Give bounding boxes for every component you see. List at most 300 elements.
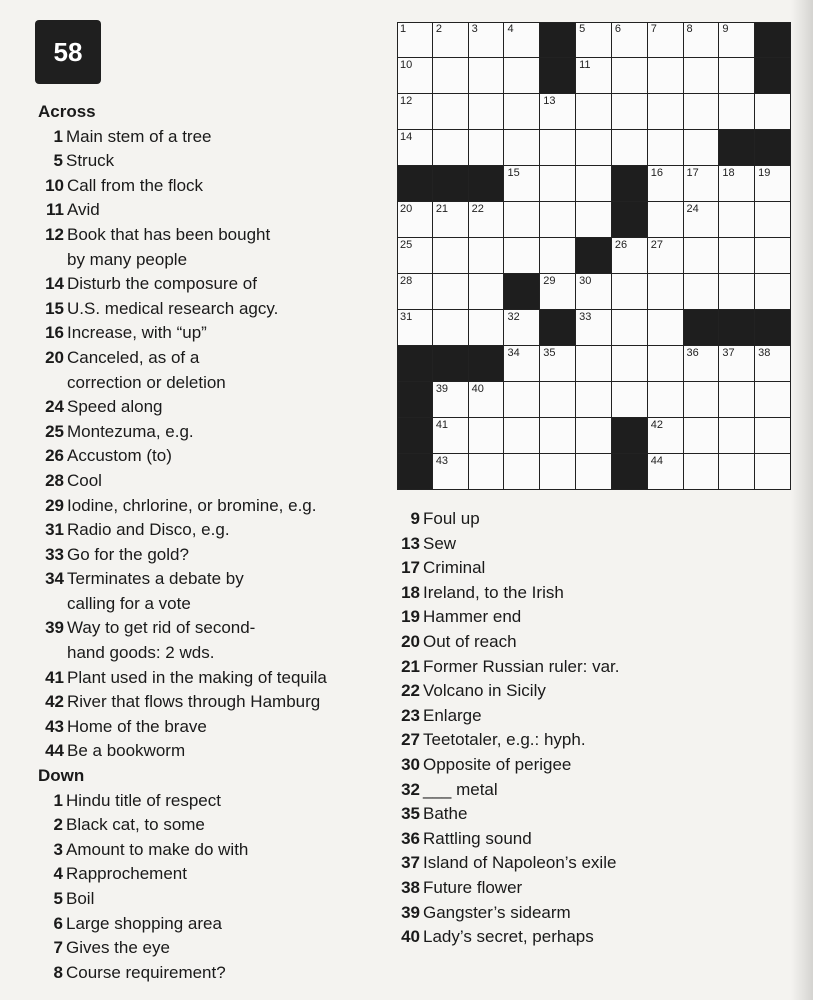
cell-number: 26: [614, 239, 628, 251]
clue-text: [66, 789, 368, 814]
grid-block: [612, 166, 648, 202]
clue-text-line: correction or deletion: [67, 372, 226, 392]
grid-cell[interactable]: [755, 454, 791, 490]
grid-cell[interactable]: [684, 202, 720, 238]
grid-cell[interactable]: [433, 418, 469, 454]
grid-cell[interactable]: [719, 382, 755, 418]
clue-number: 29: [45, 495, 64, 515]
cell-number: 22: [471, 203, 484, 215]
clue-text: [67, 518, 368, 543]
puzzle-number: 58: [53, 36, 83, 67]
grid-cell[interactable]: [397, 94, 433, 130]
grid-cell[interactable]: [433, 274, 469, 310]
clue-number: 19: [401, 607, 420, 627]
grid-cell[interactable]: [469, 382, 505, 418]
grid-cell[interactable]: [433, 202, 469, 238]
grid-cell[interactable]: [576, 166, 612, 202]
grid-cell[interactable]: [540, 202, 576, 238]
grid-cell[interactable]: [612, 130, 648, 166]
clue-text-line: Future flower: [423, 877, 523, 897]
clue-item: [38, 272, 368, 297]
clue-text-line: Avid: [67, 200, 100, 220]
clue-item: [38, 395, 368, 420]
grid-cell[interactable]: [540, 382, 576, 418]
grid-cell[interactable]: [433, 238, 469, 274]
clue-text-line: hand goods: 2 wds.: [67, 643, 215, 663]
cell-number: 4: [507, 23, 514, 35]
clue-text: [423, 532, 793, 557]
cell-number: 32: [507, 311, 520, 323]
clue-text-line: Criminal: [423, 558, 486, 578]
grid-cell[interactable]: [612, 94, 648, 130]
clue-number: 11: [46, 200, 64, 220]
clue-text: [423, 581, 793, 606]
cell-number: 41: [435, 419, 449, 431]
clue-item: [393, 605, 793, 630]
clue-text-line: Rapprochement: [66, 864, 187, 884]
cell-number: 10: [400, 59, 413, 71]
grid-cell[interactable]: [612, 22, 648, 58]
crossword-grid[interactable]: [397, 22, 791, 490]
grid-cell[interactable]: [433, 130, 469, 166]
clue-text: [423, 507, 793, 532]
grid-cell[interactable]: [684, 22, 720, 58]
grid-cell[interactable]: [684, 130, 720, 166]
grid-cell[interactable]: [719, 274, 755, 310]
grid-cell[interactable]: [504, 382, 540, 418]
grid-block: [612, 202, 648, 238]
cell-number: 7: [650, 23, 657, 35]
grid-cell[interactable]: [684, 94, 720, 130]
page-edge-shadow: [791, 0, 813, 1000]
clue-text: [423, 901, 793, 926]
cell-number: 31: [400, 311, 413, 323]
cell-number: 40: [471, 383, 484, 395]
grid-cell[interactable]: [719, 202, 755, 238]
grid-cell[interactable]: [433, 22, 469, 58]
cell-number: 44: [650, 455, 663, 467]
cell-number: 36: [686, 347, 699, 359]
grid-cell[interactable]: [755, 94, 791, 130]
grid-cell[interactable]: [684, 454, 720, 490]
clue-text-line: Struck: [66, 151, 115, 171]
grid-block: [576, 238, 612, 274]
clue-text-line: U.S. medical research agcy.: [67, 298, 279, 318]
clue-text: [423, 655, 793, 680]
grid-cell[interactable]: [755, 166, 791, 202]
clue-text: [423, 753, 793, 778]
clue-text-line: ___ metal: [423, 779, 498, 799]
grid-cell[interactable]: [504, 310, 540, 346]
clue-number: 36: [401, 828, 420, 848]
clue-column-left: [38, 100, 368, 985]
grid-block: [755, 310, 791, 346]
grid-cell[interactable]: [469, 22, 505, 58]
grid-cell[interactable]: [433, 58, 469, 94]
clue-number: 18: [401, 582, 420, 602]
grid-cell[interactable]: [755, 382, 791, 418]
clue-text: [423, 556, 793, 581]
clue-text: [423, 679, 793, 704]
clue-number: 17: [401, 558, 420, 578]
clue-text-line: Former Russian ruler: var.: [423, 656, 620, 676]
cell-number: 35: [543, 347, 556, 359]
clue-number: 22: [401, 681, 420, 701]
clue-item: [38, 838, 368, 863]
grid-block: [755, 58, 791, 94]
clue-text-line: Hindu title of respect: [66, 790, 221, 810]
grid-cell[interactable]: [719, 418, 755, 454]
clue-text: [66, 813, 368, 838]
clue-item: [393, 581, 793, 606]
grid-cell[interactable]: [540, 130, 576, 166]
cell-number: 42: [650, 419, 663, 431]
clue-number: 23: [401, 705, 420, 725]
grid-cell[interactable]: [433, 94, 469, 130]
clue-text: [67, 666, 368, 691]
grid-cell[interactable]: [755, 202, 791, 238]
clue-text: [67, 321, 368, 346]
grid-cell[interactable]: [504, 418, 540, 454]
grid-cell[interactable]: [469, 274, 505, 310]
clue-item: [38, 813, 368, 838]
grid-cell[interactable]: [397, 238, 433, 274]
grid-cell[interactable]: [612, 346, 648, 382]
clue-text: [67, 198, 368, 223]
grid-cell[interactable]: [755, 346, 791, 382]
clue-number: 32: [401, 779, 420, 799]
clue-text-line: Increase, with “up”: [67, 323, 207, 343]
clue-number: 26: [45, 446, 64, 466]
grid-cell[interactable]: [719, 238, 755, 274]
grid-cell[interactable]: [469, 94, 505, 130]
clue-item: [393, 630, 793, 655]
clue-text: [67, 346, 368, 395]
clue-number: 16: [45, 323, 64, 343]
clue-number: 1: [53, 790, 63, 810]
cell-number: 2: [435, 23, 442, 35]
grid-block: [684, 310, 720, 346]
cell-number: 25: [400, 239, 413, 251]
grid-cell[interactable]: [719, 454, 755, 490]
grid-cell[interactable]: [469, 58, 505, 94]
clue-number: 28: [45, 470, 64, 490]
grid-block: [397, 382, 433, 418]
clue-number: 38: [401, 877, 420, 897]
grid-cell[interactable]: [540, 238, 576, 274]
cell-number: 1: [400, 23, 407, 35]
grid-cell[interactable]: [576, 274, 612, 310]
grid-cell[interactable]: [469, 202, 505, 238]
clue-item: [38, 321, 368, 346]
clue-text-line: Sew: [423, 533, 457, 553]
grid-cell[interactable]: [576, 382, 612, 418]
cell-number: 12: [400, 95, 413, 107]
clue-number: 39: [45, 618, 64, 638]
cell-number: 3: [471, 23, 478, 35]
clue-number: 13: [401, 533, 420, 553]
grid-cell[interactable]: [540, 94, 576, 130]
grid-cell[interactable]: [612, 310, 648, 346]
cell-number: 24: [686, 203, 699, 215]
grid-cell[interactable]: [433, 454, 469, 490]
clue-item: [393, 507, 793, 532]
grid-cell[interactable]: [504, 22, 540, 58]
grid-cell[interactable]: [469, 238, 505, 274]
grid-cell[interactable]: [648, 274, 684, 310]
clue-text-line: Cool: [67, 470, 102, 490]
clue-text-line: Black cat, to some: [66, 815, 205, 835]
grid-cell[interactable]: [540, 346, 576, 382]
clue-text-line: Ireland, to the Irish: [423, 582, 564, 602]
clue-number: 30: [401, 754, 420, 774]
grid-cell[interactable]: [504, 238, 540, 274]
grid-cell[interactable]: [612, 382, 648, 418]
clue-item: [393, 901, 793, 926]
grid-cell[interactable]: [469, 130, 505, 166]
clue-item: [38, 346, 368, 395]
grid-cell[interactable]: [684, 382, 720, 418]
clue-text-line: Amount to make do with: [66, 839, 249, 859]
grid-cell[interactable]: [576, 22, 612, 58]
grid-cell[interactable]: [576, 418, 612, 454]
grid-block: [612, 454, 648, 490]
grid-cell[interactable]: [612, 238, 648, 274]
grid-block: [469, 166, 505, 202]
clue-text: [423, 851, 793, 876]
clue-text: [67, 223, 368, 272]
clue-item: [393, 679, 793, 704]
grid-cell[interactable]: [755, 238, 791, 274]
grid-cell[interactable]: [648, 238, 684, 274]
grid-block: [612, 418, 648, 454]
clue-item: [393, 827, 793, 852]
clue-text-line: Lady’s secret, perhaps: [423, 927, 594, 947]
grid-cell[interactable]: [397, 310, 433, 346]
clue-item: [38, 198, 368, 223]
grid-cell[interactable]: [504, 58, 540, 94]
across-heading: Across: [38, 102, 96, 121]
clue-number: 21: [401, 656, 420, 676]
clue-text: [66, 862, 368, 887]
grid-cell[interactable]: [648, 346, 684, 382]
clue-number: 1: [53, 126, 63, 146]
grid-cell[interactable]: [648, 454, 684, 490]
grid-cell[interactable]: [684, 238, 720, 274]
grid-block: [397, 454, 433, 490]
grid-cell[interactable]: [648, 166, 684, 202]
grid-cell[interactable]: [397, 202, 433, 238]
grid-cell[interactable]: [540, 454, 576, 490]
clue-item: [38, 739, 368, 764]
clue-text-line: Call from the flock: [67, 175, 204, 195]
clue-number: 3: [53, 839, 63, 859]
clue-text: [66, 887, 368, 912]
grid-cell[interactable]: [719, 346, 755, 382]
cell-number: 16: [650, 167, 663, 179]
grid-cell[interactable]: [504, 346, 540, 382]
clue-column-right: [393, 507, 793, 950]
grid-cell[interactable]: [397, 58, 433, 94]
clue-number: 43: [45, 716, 64, 736]
grid-cell[interactable]: [684, 58, 720, 94]
grid-cell[interactable]: [648, 130, 684, 166]
grid-cell[interactable]: [684, 346, 720, 382]
grid-block: [504, 274, 540, 310]
grid-cell[interactable]: [469, 310, 505, 346]
clue-text-line: Disturb the composure of: [67, 274, 257, 294]
grid-cell[interactable]: [648, 94, 684, 130]
grid-cell[interactable]: [719, 22, 755, 58]
grid-cell[interactable]: [504, 130, 540, 166]
grid-block: [755, 130, 791, 166]
cell-number: 28: [400, 275, 413, 287]
clue-item: [38, 690, 368, 715]
clue-text: [423, 704, 793, 729]
clue-number: 31: [45, 520, 64, 540]
clue-text-line: Enlarge: [423, 705, 482, 725]
clue-item: [393, 655, 793, 680]
clue-text-line: Course requirement?: [66, 962, 226, 982]
clue-text: [67, 469, 368, 494]
clue-item: [393, 532, 793, 557]
grid-cell[interactable]: [504, 454, 540, 490]
grid-cell[interactable]: [433, 310, 469, 346]
grid-cell[interactable]: [504, 94, 540, 130]
clue-text: [67, 444, 368, 469]
clue-text: [423, 802, 793, 827]
grid-cell[interactable]: [648, 22, 684, 58]
clue-text: [67, 174, 368, 199]
grid-block: [540, 22, 576, 58]
clue-item: [393, 876, 793, 901]
grid-cell[interactable]: [612, 58, 648, 94]
clue-text: [67, 272, 368, 297]
clue-item: [38, 125, 368, 150]
clue-text-line: Speed along: [67, 397, 163, 417]
clue-number: 20: [401, 631, 420, 651]
grid-cell[interactable]: [397, 274, 433, 310]
grid-cell[interactable]: [469, 418, 505, 454]
clue-item: [393, 925, 793, 950]
clue-text: [423, 876, 793, 901]
grid-cell[interactable]: [576, 130, 612, 166]
grid-cell[interactable]: [433, 382, 469, 418]
clue-number: 39: [401, 902, 420, 922]
grid-cell[interactable]: [397, 22, 433, 58]
clue-text: [67, 567, 368, 616]
grid-cell[interactable]: [648, 202, 684, 238]
grid-cell[interactable]: [504, 166, 540, 202]
clue-number: 8: [53, 962, 63, 982]
cell-number: 9: [722, 23, 729, 35]
cell-number: 39: [435, 383, 449, 395]
clue-text-line: Way to get rid of second-: [67, 618, 256, 638]
clue-number: 20: [45, 347, 64, 367]
clue-text-line: calling for a vote: [67, 593, 191, 613]
grid-cell[interactable]: [648, 382, 684, 418]
clue-text-line: Accustom (to): [67, 446, 172, 466]
clue-number: 33: [45, 544, 64, 564]
grid-cell[interactable]: [684, 274, 720, 310]
clue-text-line: Opposite of perigee: [423, 754, 572, 774]
grid-cell[interactable]: [540, 418, 576, 454]
grid-cell[interactable]: [576, 202, 612, 238]
grid-block: [540, 58, 576, 94]
grid-cell[interactable]: [648, 310, 684, 346]
clue-item: [393, 556, 793, 581]
grid-cell[interactable]: [612, 274, 648, 310]
grid-cell[interactable]: [648, 58, 684, 94]
clue-item: [393, 802, 793, 827]
grid-cell[interactable]: [755, 274, 791, 310]
grid-cell[interactable]: [504, 202, 540, 238]
clue-item: [38, 223, 368, 272]
grid-cell[interactable]: [719, 58, 755, 94]
clue-item: [38, 789, 368, 814]
grid-cell[interactable]: [755, 418, 791, 454]
clue-text-line: Bathe: [423, 804, 468, 824]
grid-block: [397, 166, 433, 202]
grid-cell[interactable]: [684, 418, 720, 454]
clue-text-line: Be a bookworm: [67, 741, 186, 761]
grid-cell[interactable]: [576, 346, 612, 382]
grid-cell[interactable]: [719, 94, 755, 130]
clue-number: 41: [45, 667, 64, 687]
clue-text: [66, 961, 368, 986]
grid-cell[interactable]: [469, 454, 505, 490]
clue-text: [66, 125, 368, 150]
grid-cell[interactable]: [719, 166, 755, 202]
clue-text: [423, 925, 793, 950]
grid-cell[interactable]: [576, 454, 612, 490]
cell-number: 5: [579, 23, 586, 35]
cell-number: 18: [722, 167, 735, 179]
grid-cell[interactable]: [648, 418, 684, 454]
cell-number: 21: [435, 203, 449, 215]
grid-cell[interactable]: [540, 274, 576, 310]
puzzle-number-badge: [35, 20, 101, 84]
grid-block: [540, 310, 576, 346]
cell-number: 27: [650, 239, 663, 251]
clue-number: 10: [45, 175, 64, 195]
grid-cell[interactable]: [684, 166, 720, 202]
grid-block: [469, 346, 505, 382]
clue-text: [67, 739, 368, 764]
clue-item: [38, 494, 368, 519]
clue-number: 14: [45, 274, 64, 294]
clue-number: 37: [401, 853, 420, 873]
clue-text-line: by many people: [67, 249, 188, 269]
cell-number: 38: [758, 347, 771, 359]
grid-cell[interactable]: [576, 58, 612, 94]
grid-cell[interactable]: [540, 166, 576, 202]
clue-number: 9: [410, 509, 420, 528]
clue-number: 24: [45, 397, 64, 417]
clue-number: 27: [401, 730, 420, 750]
clue-number: 4: [53, 864, 63, 884]
cell-number: 19: [758, 167, 771, 179]
down-heading: Down: [38, 766, 85, 786]
cell-number: 30: [579, 275, 592, 287]
grid-cell[interactable]: [397, 130, 433, 166]
grid-block: [397, 418, 433, 454]
grid-cell[interactable]: [576, 94, 612, 130]
clue-item: [38, 469, 368, 494]
grid-cell[interactable]: [576, 310, 612, 346]
down-clue-list-continued: [393, 507, 793, 950]
clue-text-line: Book that has been bought: [67, 224, 271, 244]
